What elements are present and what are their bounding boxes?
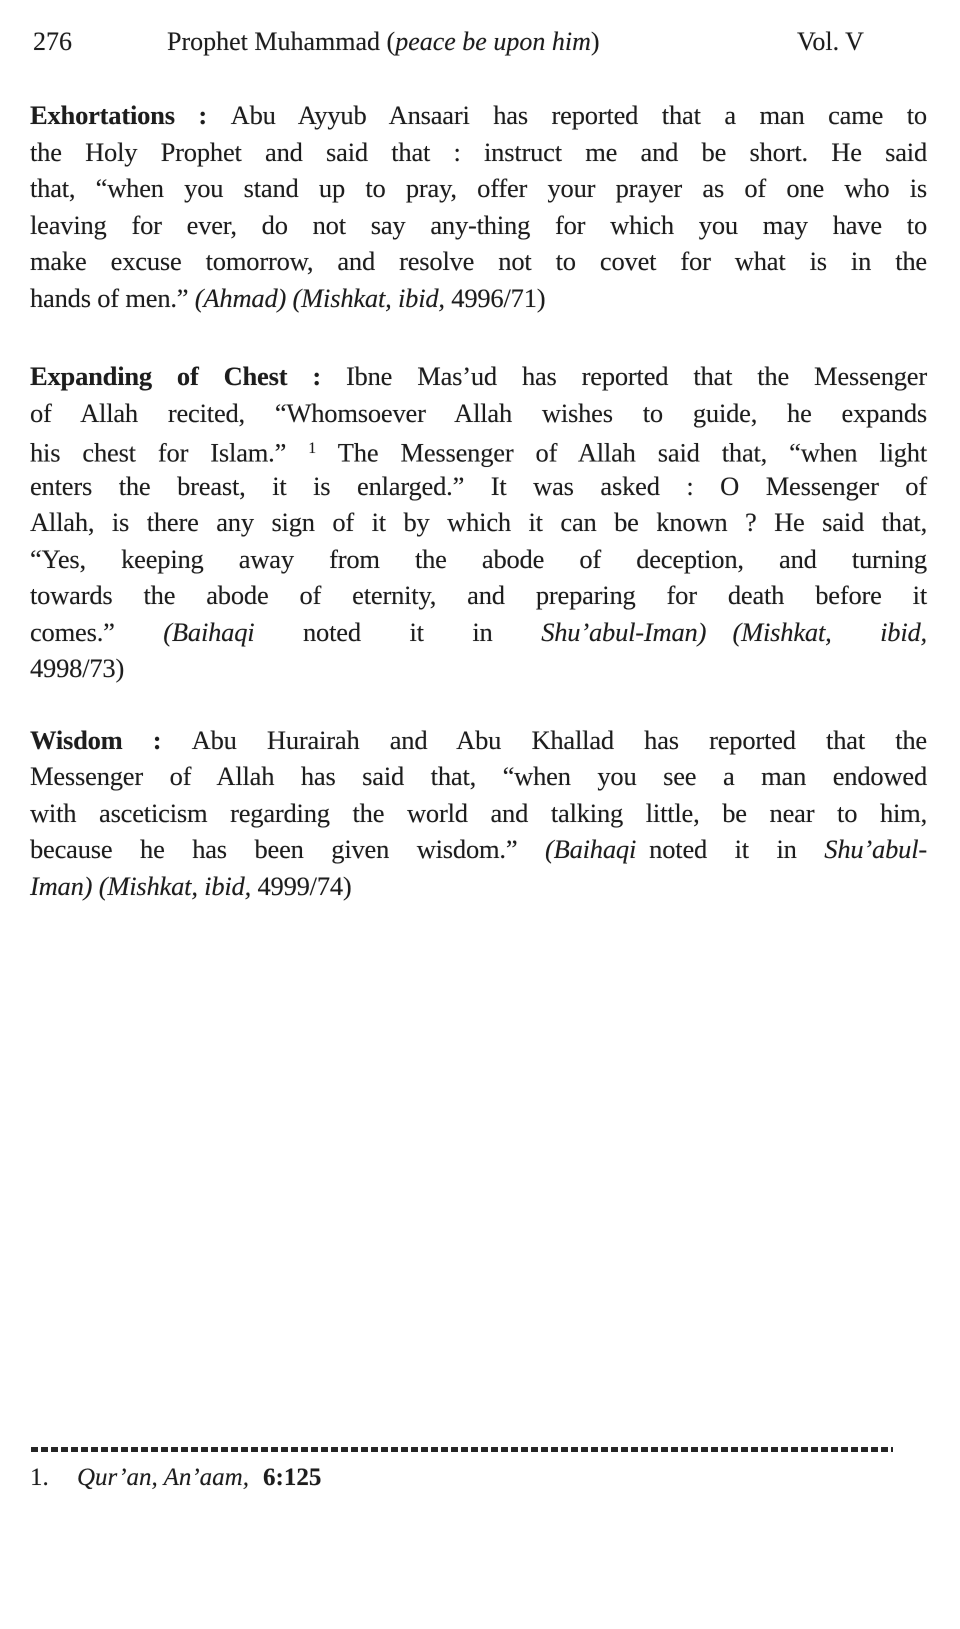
text-line	[30, 468, 927, 505]
text-run: of Allah recited, “Whomsoever Allah wishes to guide, he expands	[30, 397, 927, 428]
text-run: Abu Ayyub Ansaari has reported that a man came to	[230, 100, 927, 130]
text-line	[30, 650, 927, 687]
text-line	[30, 395, 927, 432]
text-run: Ibne Mas’ud has reported that the Messenger	[345, 361, 927, 391]
bold-run: Exhortations :	[30, 100, 231, 130]
text-run: because he has been given wisdom.”	[30, 834, 545, 864]
text-run: towards the abode of eternity, and preparing for death before it	[30, 580, 927, 610]
text-line	[30, 758, 927, 795]
text-run: comes.”	[30, 616, 164, 647]
text-line	[30, 134, 927, 171]
page-number: 276	[33, 27, 72, 56]
text-run: Messenger of Allah has said that, “when you see a man endowed	[30, 761, 927, 791]
text-line	[30, 280, 927, 317]
text-line	[30, 577, 927, 614]
text-run: Allah, is there any sign of it by which it can be known ? He said that,	[30, 507, 927, 537]
text-line	[30, 431, 927, 468]
text-line	[30, 795, 927, 832]
footnote-marker-superscript: 1	[308, 440, 317, 457]
text-line	[30, 243, 927, 280]
running-title-italic: peace be upon him	[395, 27, 591, 56]
footnote	[30, 1462, 321, 1494]
text-run: with asceticism regarding the world and talking little, be near to him,	[30, 797, 927, 828]
body-text	[30, 97, 927, 904]
text-run: The Messenger of Allah said that, “when light	[316, 437, 928, 468]
running-title-close: )	[590, 27, 600, 56]
footnote-separator	[31, 1447, 893, 1452]
paragraph	[30, 722, 927, 905]
paragraph	[30, 358, 927, 687]
text-line	[30, 358, 927, 395]
footnote-number: 1.	[30, 1464, 49, 1491]
text-run: Abu Hurairah and Abu Khallad has reported that the	[191, 724, 927, 755]
text-run	[706, 617, 732, 647]
text-line	[30, 868, 927, 905]
bold-run: Expanding of Chest :	[30, 361, 346, 391]
text-line	[30, 614, 927, 651]
text-run: make excuse tomorrow, and resolve not to covet for what is in the	[30, 246, 927, 276]
bold-run: Wisdom :	[30, 724, 192, 755]
italic-run: (Baihaqi	[544, 834, 637, 864]
text-run: 4999/74)	[251, 870, 352, 901]
footnote-source: Qur’an, An’aam,	[77, 1464, 249, 1491]
text-run: leaving for ever, do not say any-thing for which you may have to	[30, 209, 927, 240]
italic-run: Iman)	[30, 870, 93, 901]
italic-run: (Ahmad) (Mishkat, ibid,	[194, 282, 445, 313]
running-title-text: Prophet Muhammad (	[167, 27, 396, 56]
text-run: hands of men.”	[30, 282, 195, 313]
text-line	[30, 722, 927, 759]
text-run: his chest for Islam.”	[30, 437, 309, 468]
text-line	[30, 831, 927, 868]
italic-run: Shu’abul-	[824, 834, 927, 864]
text-line	[30, 541, 927, 578]
text-line	[30, 97, 927, 134]
paragraph	[30, 97, 927, 316]
text-run: the Holy Prophet and said that : instruct me and be short. He said	[30, 136, 927, 167]
italic-run: (Mishkat, ibid,	[732, 616, 927, 647]
italic-run: Shu’abul-Iman)	[541, 616, 707, 647]
text-run: enters the breast, it is enlarged.” It was asked : O Messenger of	[30, 470, 927, 501]
text-run: that, “when you stand up to pray, offer your prayer as of one who is	[30, 173, 927, 203]
text-run: noted it in	[636, 834, 825, 864]
text-line	[30, 207, 927, 244]
running-title	[167, 25, 600, 59]
footnote-reference: 6:125	[263, 1464, 322, 1491]
text-run: noted it in	[254, 616, 542, 647]
text-run: 4996/71)	[444, 282, 546, 313]
text-line	[30, 504, 927, 541]
text-run: 4998/73)	[30, 653, 125, 683]
text-run: “Yes, keeping away from the abode of deception, and turning	[30, 543, 927, 574]
italic-run: (Baihaqi	[163, 616, 255, 647]
volume-label: Vol. V	[797, 27, 864, 56]
page-header	[0, 25, 960, 65]
text-line	[30, 170, 927, 207]
italic-run: (Mishkat, ibid,	[98, 870, 252, 901]
